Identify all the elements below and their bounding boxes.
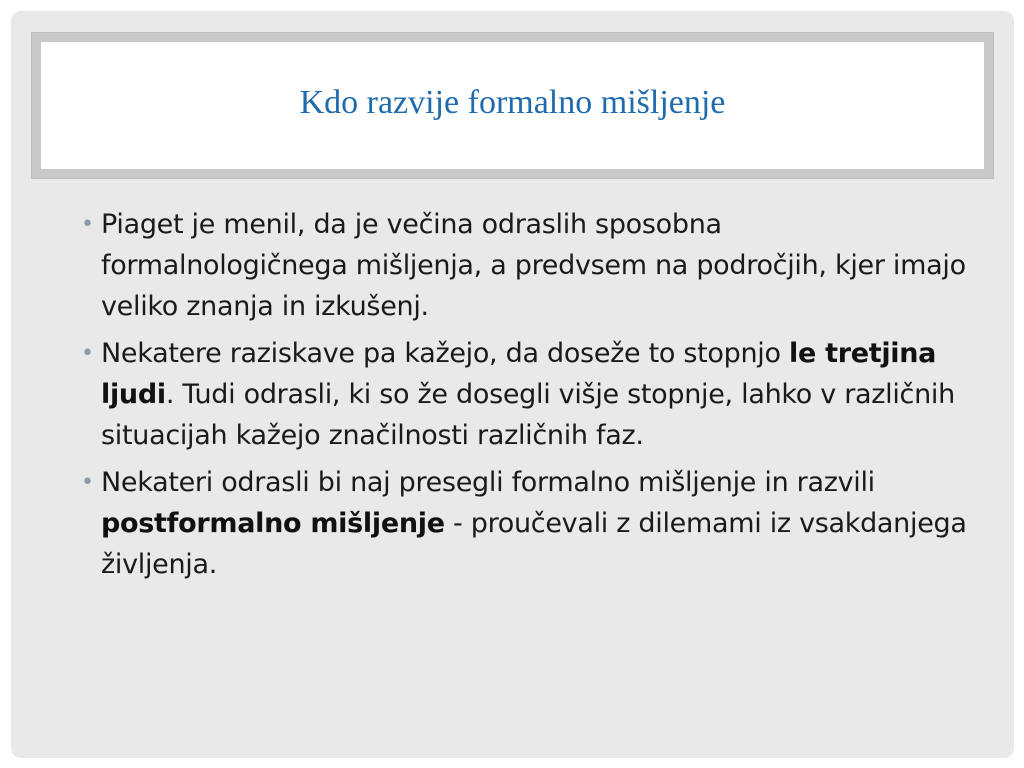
bullet-text: [101, 209, 966, 322]
bullet-segment: . Tudi odrasli, ki so že dosegli višje stopnje, lahko v različnih situacijah kažejo značilnosti različnih faz.: [101, 379, 955, 451]
slide: [11, 11, 1014, 758]
bullet-list: [71, 204, 971, 591]
bullet-marker: •: [81, 470, 94, 495]
bullet-text: [101, 338, 955, 451]
bullet-segment: Nekatere raziskave pa kažejo, da doseže to stopnjo: [101, 338, 790, 369]
bullet-emphasis: le tretjina ljudi: [101, 338, 937, 410]
bullet-segment: - proučevali z dilemami iz vsakdanjega življenja.: [101, 508, 967, 580]
bullet-item: [71, 462, 971, 585]
bullet-marker: •: [81, 341, 94, 366]
bullet-segment: Nekateri odrasli bi naj presegli formalno mišljenje in razvili: [101, 467, 875, 498]
title-frame: [31, 32, 994, 179]
bullet-segment: Piaget je menil, da je večina odraslih sposobna formalnologičnega mišljenja, a predvsem na področjih, kjer imajo veliko znanja in izkušenj.: [101, 209, 966, 322]
title-box: [41, 42, 984, 169]
bullet-item: [71, 333, 971, 456]
bullet-marker: •: [81, 212, 94, 237]
bullet-text: [101, 467, 967, 580]
bullet-emphasis: postformalno mišljenje: [101, 508, 445, 539]
bullet-item: [71, 204, 971, 327]
slide-title: Kdo razvije formalno mišljenje: [299, 83, 726, 121]
